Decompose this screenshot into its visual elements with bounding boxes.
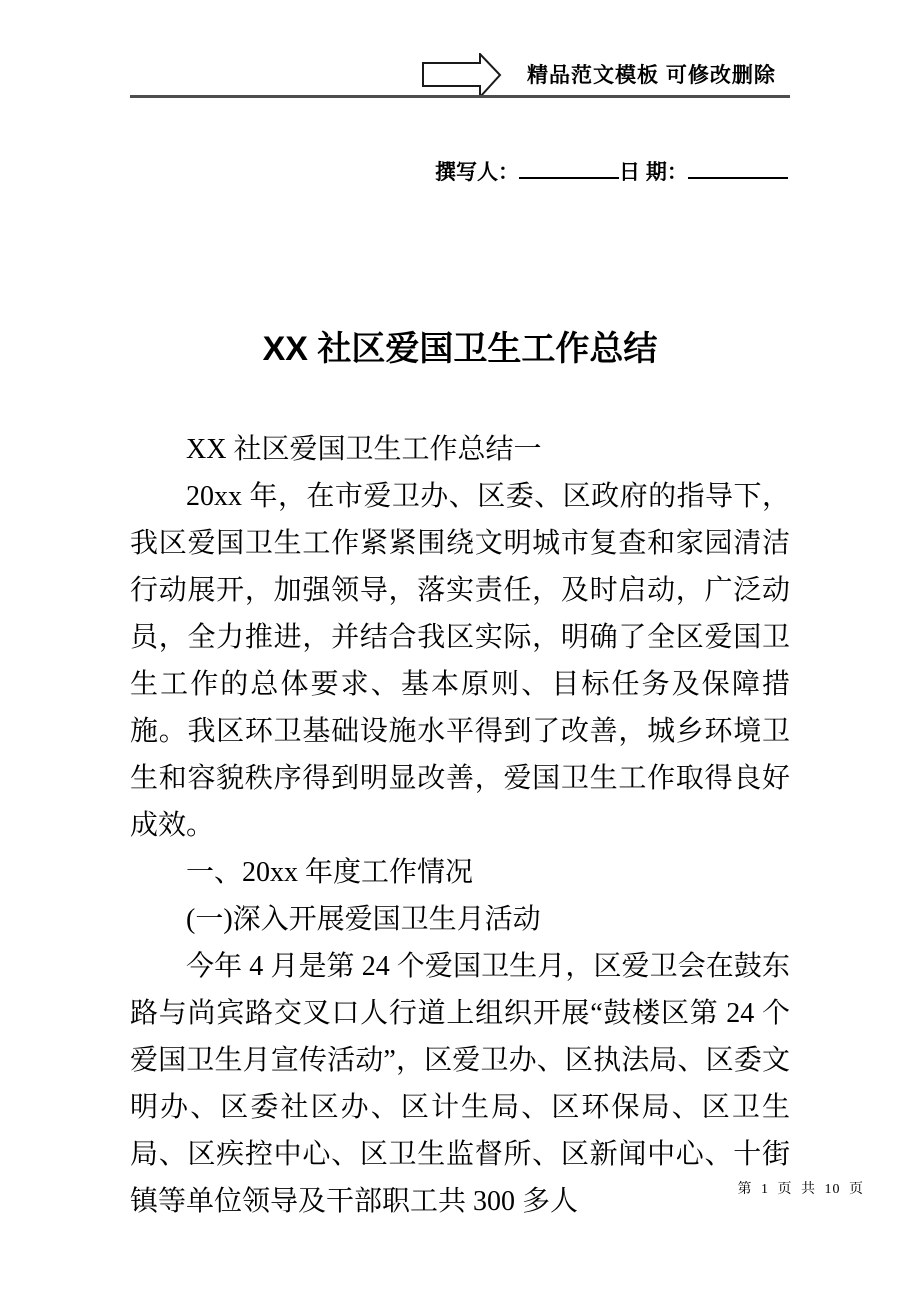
date-blank-field[interactable] <box>688 153 788 179</box>
header-tagline: 精品范文模板 可修改删除 <box>527 64 776 87</box>
date-label: 日 期： <box>619 161 688 184</box>
body-paragraph: (一)深入开展爱国卫生月活动 <box>186 904 541 935</box>
document-body <box>130 426 790 1225</box>
writer-blank-field[interactable] <box>519 153 619 179</box>
page-number: 第 1 页 共 10 页 <box>737 1182 864 1197</box>
body-paragraph: XX 社区爱国卫生工作总结一 <box>186 434 542 465</box>
header-divider <box>130 95 790 98</box>
document-title: XX 社区爱国卫生工作总结 <box>262 330 658 368</box>
body-paragraph: 20xx 年，在市爱卫办、区委、区政府的指导下，我区爱国卫生工作紧紧围绕文明城市复查和家园清洁行动展开，加强领导，落实责任，及时启动，广泛动员，全力推进，并结合我区实际，明确了全区爱国卫生工作的总体要求、基本原则、目标任务及保障措施。我区环卫基础设施水平得到了改善，城乡环境卫生和容貌秩序得到明显改善，爱国卫生工作取得良好成效。 <box>130 481 790 841</box>
body-paragraph: 今年 4 月是第 24 个爱国卫生月，区爱卫会在鼓东路与尚宾路交叉口人行道上组织开展“鼓楼区第 24 个爱国卫生月宣传活动”，区爱卫办、区执法局、区委文明办、区委社区办、区计生局、区环保局、区卫生局、区疾控中心、区卫生监督所、区新闻中心、十街镇等单位领导及干部职工共 300 多人 <box>130 951 790 1217</box>
byline <box>435 153 788 188</box>
writer-label: 撰写人： <box>435 161 519 184</box>
body-paragraph: 一、20xx 年度工作情况 <box>186 857 474 888</box>
block-arrow-right-icon <box>422 53 502 98</box>
